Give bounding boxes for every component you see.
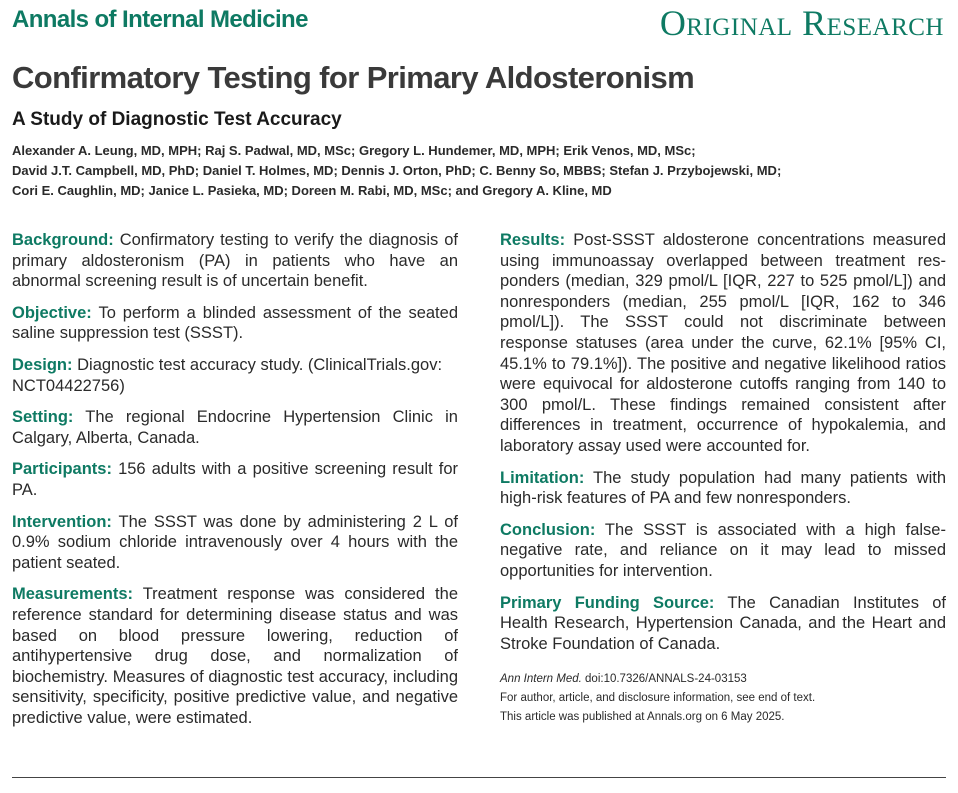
abstract-label: Results:: [500, 231, 566, 249]
journal-abbrev: Ann Intern Med.: [500, 673, 582, 686]
abstract-background: [12, 230, 458, 292]
abstract-text: The SSST is associated with a high false-negative rate, and reliance on it may lead to missed opportunities for intervention.: [500, 520, 946, 580]
journal-header: [12, 0, 946, 46]
journal-name: Annals of Internal Medicine: [12, 6, 308, 33]
abstract-intervention: [12, 512, 458, 574]
abstract-setting: [12, 407, 458, 448]
citation-block: [500, 670, 946, 727]
abstract-label: Primary Funding Source:: [500, 593, 715, 612]
author-line: Alexander A. Leung, MD, MPH; Raj S. Padwal, MD, MSc; Gregory L. Hundemer, MD, MPH; Erik Venos, MD, MSc;: [12, 143, 696, 158]
abstract-label: Background:: [12, 231, 114, 249]
abstract-measurements: [12, 584, 458, 728]
abstract-label: Measurements:: [12, 585, 134, 604]
bottom-divider: [12, 777, 946, 778]
abstract-label: Limitation:: [500, 468, 585, 487]
abstract-text: 156 adults with a positive screening result for PA.: [12, 460, 458, 499]
abstract-label: Intervention:: [12, 512, 112, 531]
abstract-text: The Canadian Institutes of Health Research, Hypertension Canada, and the Heart and Stroke Foundation of Canada.: [500, 593, 946, 653]
abstract-text: To perform a blinded assessment of the seated saline suppression test (SSST).: [12, 303, 458, 343]
abstract-text: The SSST was done by administering 2 L of 0.9% sodium chloride intravenously over 4 hours with the patient seated.: [12, 512, 458, 572]
published-note: This article was published at Annals.org on 6 May 2025.: [500, 711, 785, 724]
author-list: [12, 141, 942, 201]
abstract-right-column: [500, 230, 946, 727]
abstract-text: The study population had many patients with high-risk features of PA and few nonresponders.: [500, 468, 946, 508]
abstract-label: Participants:: [12, 460, 112, 479]
author-line: Cori E. Caughlin, MD; Janice L. Pasieka, MD; Doreen M. Rabi, MD, MSc; and Gregory A. Kline, MD: [12, 183, 612, 198]
abstract-participants: [12, 459, 458, 500]
section-label: Original Research: [659, 3, 944, 43]
abstract-text: Treatment response was considered the reference standard for determining disease status and was based on blood pressure lowering, reduction of antihypertensive drug dose, and normalization of biochemistry. Measures of diagnostic test accuracy, including sensitivity, specificity, positive predictive value, and negative predictive value, were estimated.: [12, 585, 458, 727]
abstract-design: [12, 355, 458, 396]
abstract-conclusion: [500, 520, 946, 582]
abstract-funding: [500, 593, 946, 655]
doi-link[interactable]: doi:10.7326/ANNALS-24-03153: [585, 673, 747, 686]
abstract-label: Design:: [12, 355, 73, 374]
abstract-text: Confirmatory testing to verify the diagnosis of primary aldosteronism (PA) in patients who have an abnormal screening result is of uncertain benefit.: [12, 231, 459, 291]
abstract-label: Setting:: [12, 408, 74, 427]
abstract-label: Objective:: [12, 303, 92, 322]
article-title: Confirmatory Testing for Primary Aldosteronism: [12, 60, 695, 95]
abstract-label: Conclusion:: [500, 520, 596, 539]
abstract-objective: [12, 303, 458, 344]
abstract-limitation: [500, 468, 946, 509]
author-info-note: For author, article, and disclosure information, see end of text.: [500, 692, 816, 705]
abstract-text: Post-SSST aldosterone concentrations measured using immunoassay overlapped between treatment responders (median, 329 pmol/L [IQR, 227 to 525 pmol/L]) and nonresponders (median, 255 pmol/L [IQR, 162 to 346 pmol/L]). The SSST could not discriminate between response statuses (area under the curve, 62.1% [95% CI, 45.1% to 79.1%]). The positive and negative likelihood ratios were equivocal for aldosterone cutoffs ranging from 140 to 300 pmol/L. These findings remained consistent after differences in treatment, occurrence of hypokalemia, and laboratory assay used were accounted for.: [500, 231, 946, 455]
citation-line: [500, 670, 946, 689]
abstract-results: [500, 230, 946, 457]
article-subtitle: A Study of Diagnostic Test Accuracy: [12, 109, 342, 130]
abstract-text: Diagnostic test accuracy study. (ClinicalTrials.gov: NCT04422756): [12, 355, 443, 395]
abstract-text: The regional Endocrine Hypertension Clinic in Calgary, Alberta, Canada.: [12, 408, 458, 447]
author-line: David J.T. Campbell, MD, PhD; Daniel T. Holmes, MD; Dennis J. Orton, PhD; C. Benny So, MBBS; Stefan J. Przybojewski, MD;: [12, 163, 782, 178]
abstract-left-column: [12, 230, 458, 739]
